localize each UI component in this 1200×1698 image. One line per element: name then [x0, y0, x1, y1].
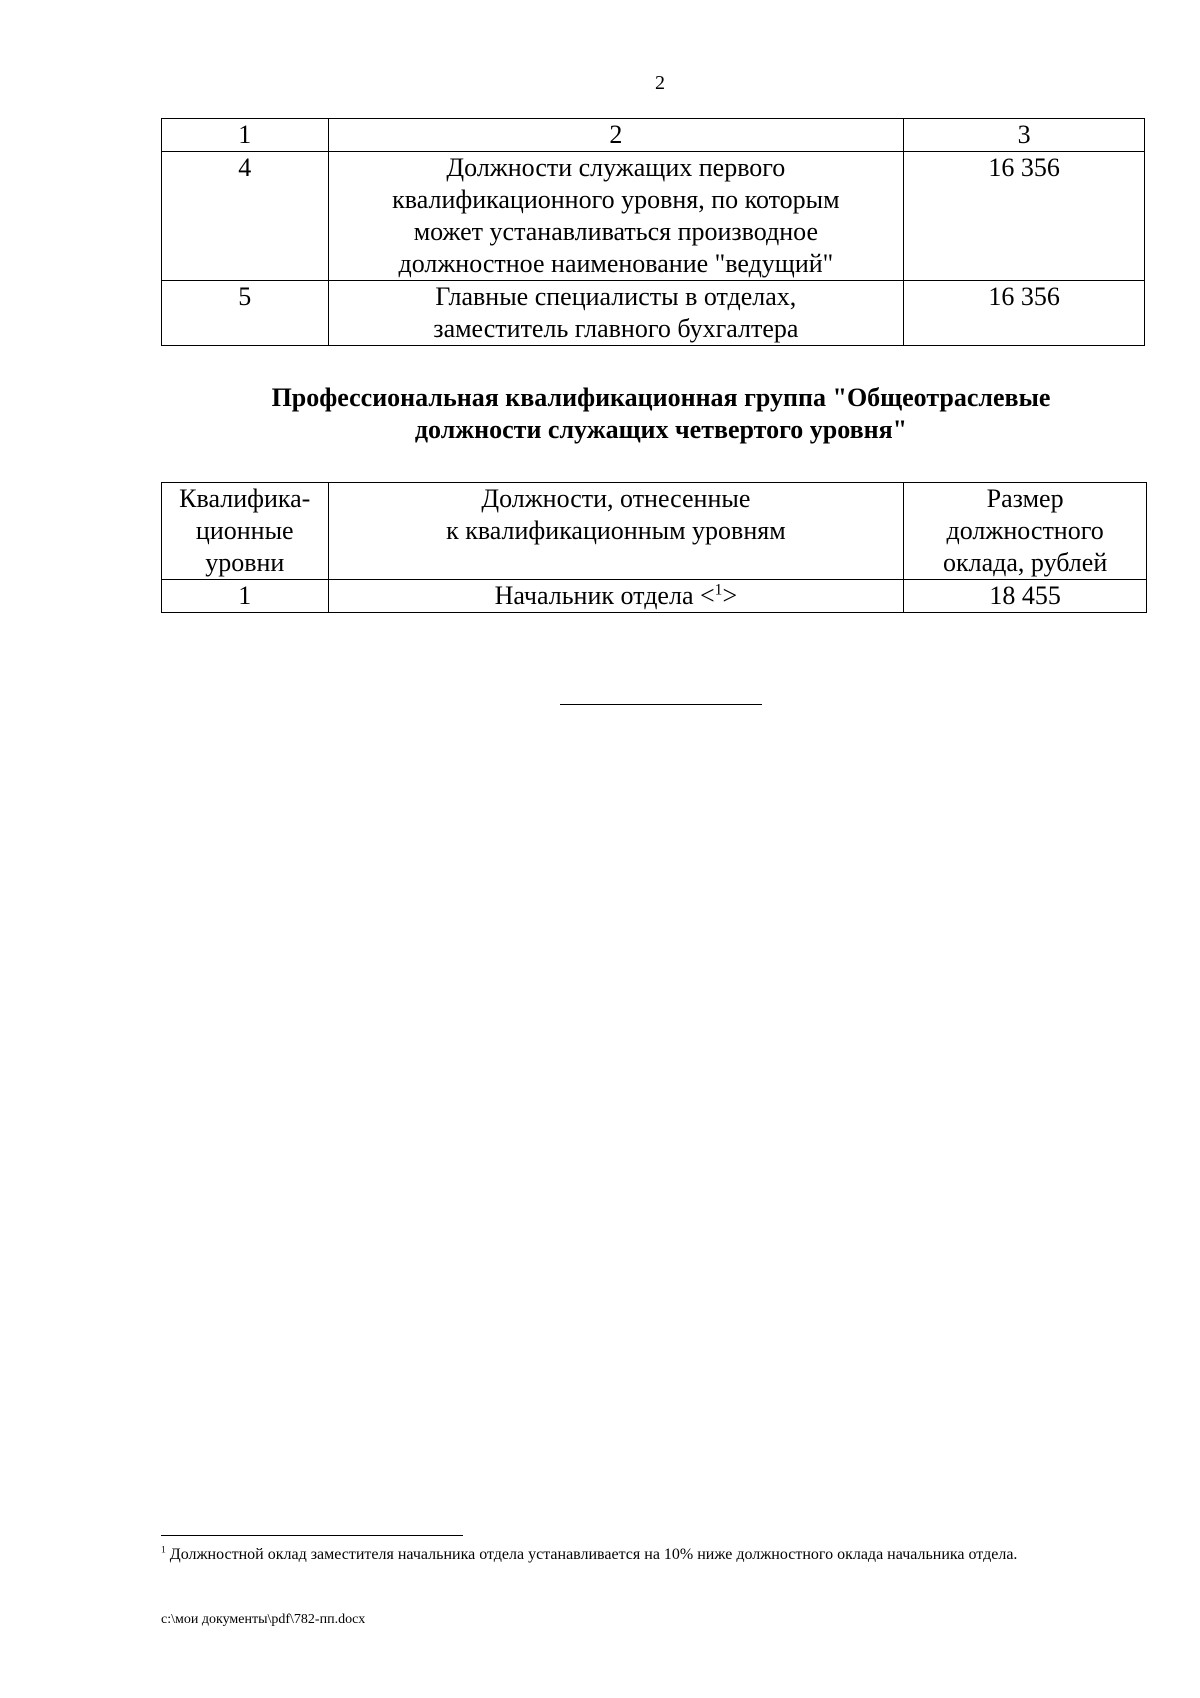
positions-cell [328, 580, 904, 613]
salary-cell: 16 356 [904, 152, 1145, 281]
header-line: ционные [195, 516, 294, 545]
positions-line: заместитель главного бухгалтера [433, 314, 799, 343]
positions-cell [328, 152, 904, 281]
header-cell-2: 2 [328, 119, 904, 152]
header-line: оклада, рублей [943, 548, 1108, 577]
positions-line: должностное наименование "ведущий" [398, 249, 834, 278]
table-header-row [162, 119, 1145, 152]
header-line: Квалифика- [179, 484, 311, 513]
section-heading [161, 382, 1161, 446]
end-divider [560, 704, 762, 705]
header-line: Должности, отнесенные [481, 484, 751, 513]
footnote-reference[interactable]: 1 [714, 581, 723, 599]
header-line: должностного [946, 516, 1104, 545]
header-cell-1: 1 [162, 119, 329, 152]
salary-table-continued [161, 118, 1145, 346]
header-line: уровни [205, 548, 285, 577]
level-cell: 1 [162, 580, 329, 613]
level-cell: 4 [162, 152, 329, 281]
salary-cell: 16 356 [904, 281, 1145, 346]
header-cell-levels [162, 483, 329, 580]
footnote-mark: 1 [161, 1544, 166, 1556]
table-header-row [162, 483, 1147, 580]
table-row [162, 152, 1145, 281]
header-cell-salary [904, 483, 1147, 580]
positions-line: Должности служащих первого [446, 153, 786, 182]
table-row [162, 580, 1147, 613]
section-heading-line: должности служащих четвертого уровня" [414, 415, 908, 444]
footnote [161, 1544, 1121, 1566]
footnote-divider [161, 1535, 463, 1536]
position-text-end: > [722, 581, 738, 610]
salary-cell: 18 455 [904, 580, 1147, 613]
positions-line: квалификационного уровня, по которым [392, 185, 840, 214]
positions-line: Главные специалисты в отделах, [435, 282, 797, 311]
section-heading-line: Профессиональная квалификационная группа "Общеотраслевые [271, 383, 1051, 412]
table-row [162, 281, 1145, 346]
header-line: к квалификационным уровням [446, 516, 786, 545]
header-cell-positions [328, 483, 904, 580]
footnote-text: Должностной оклад заместителя начальника отдела устанавливается на 10% ниже должностного оклада начальника отдела. [169, 1546, 1018, 1563]
file-path: c:\мои документы\pdf\782-пп.docx [161, 1612, 366, 1627]
position-text: Начальник отдела < [494, 581, 715, 610]
positions-cell [328, 281, 904, 346]
page-number: 2 [655, 72, 665, 94]
level-cell: 5 [162, 281, 329, 346]
salary-table-level-4 [161, 482, 1147, 613]
header-cell-3: 3 [904, 119, 1145, 152]
positions-line: может устанавливаться производное [413, 217, 819, 246]
header-line: Размер [986, 484, 1064, 513]
